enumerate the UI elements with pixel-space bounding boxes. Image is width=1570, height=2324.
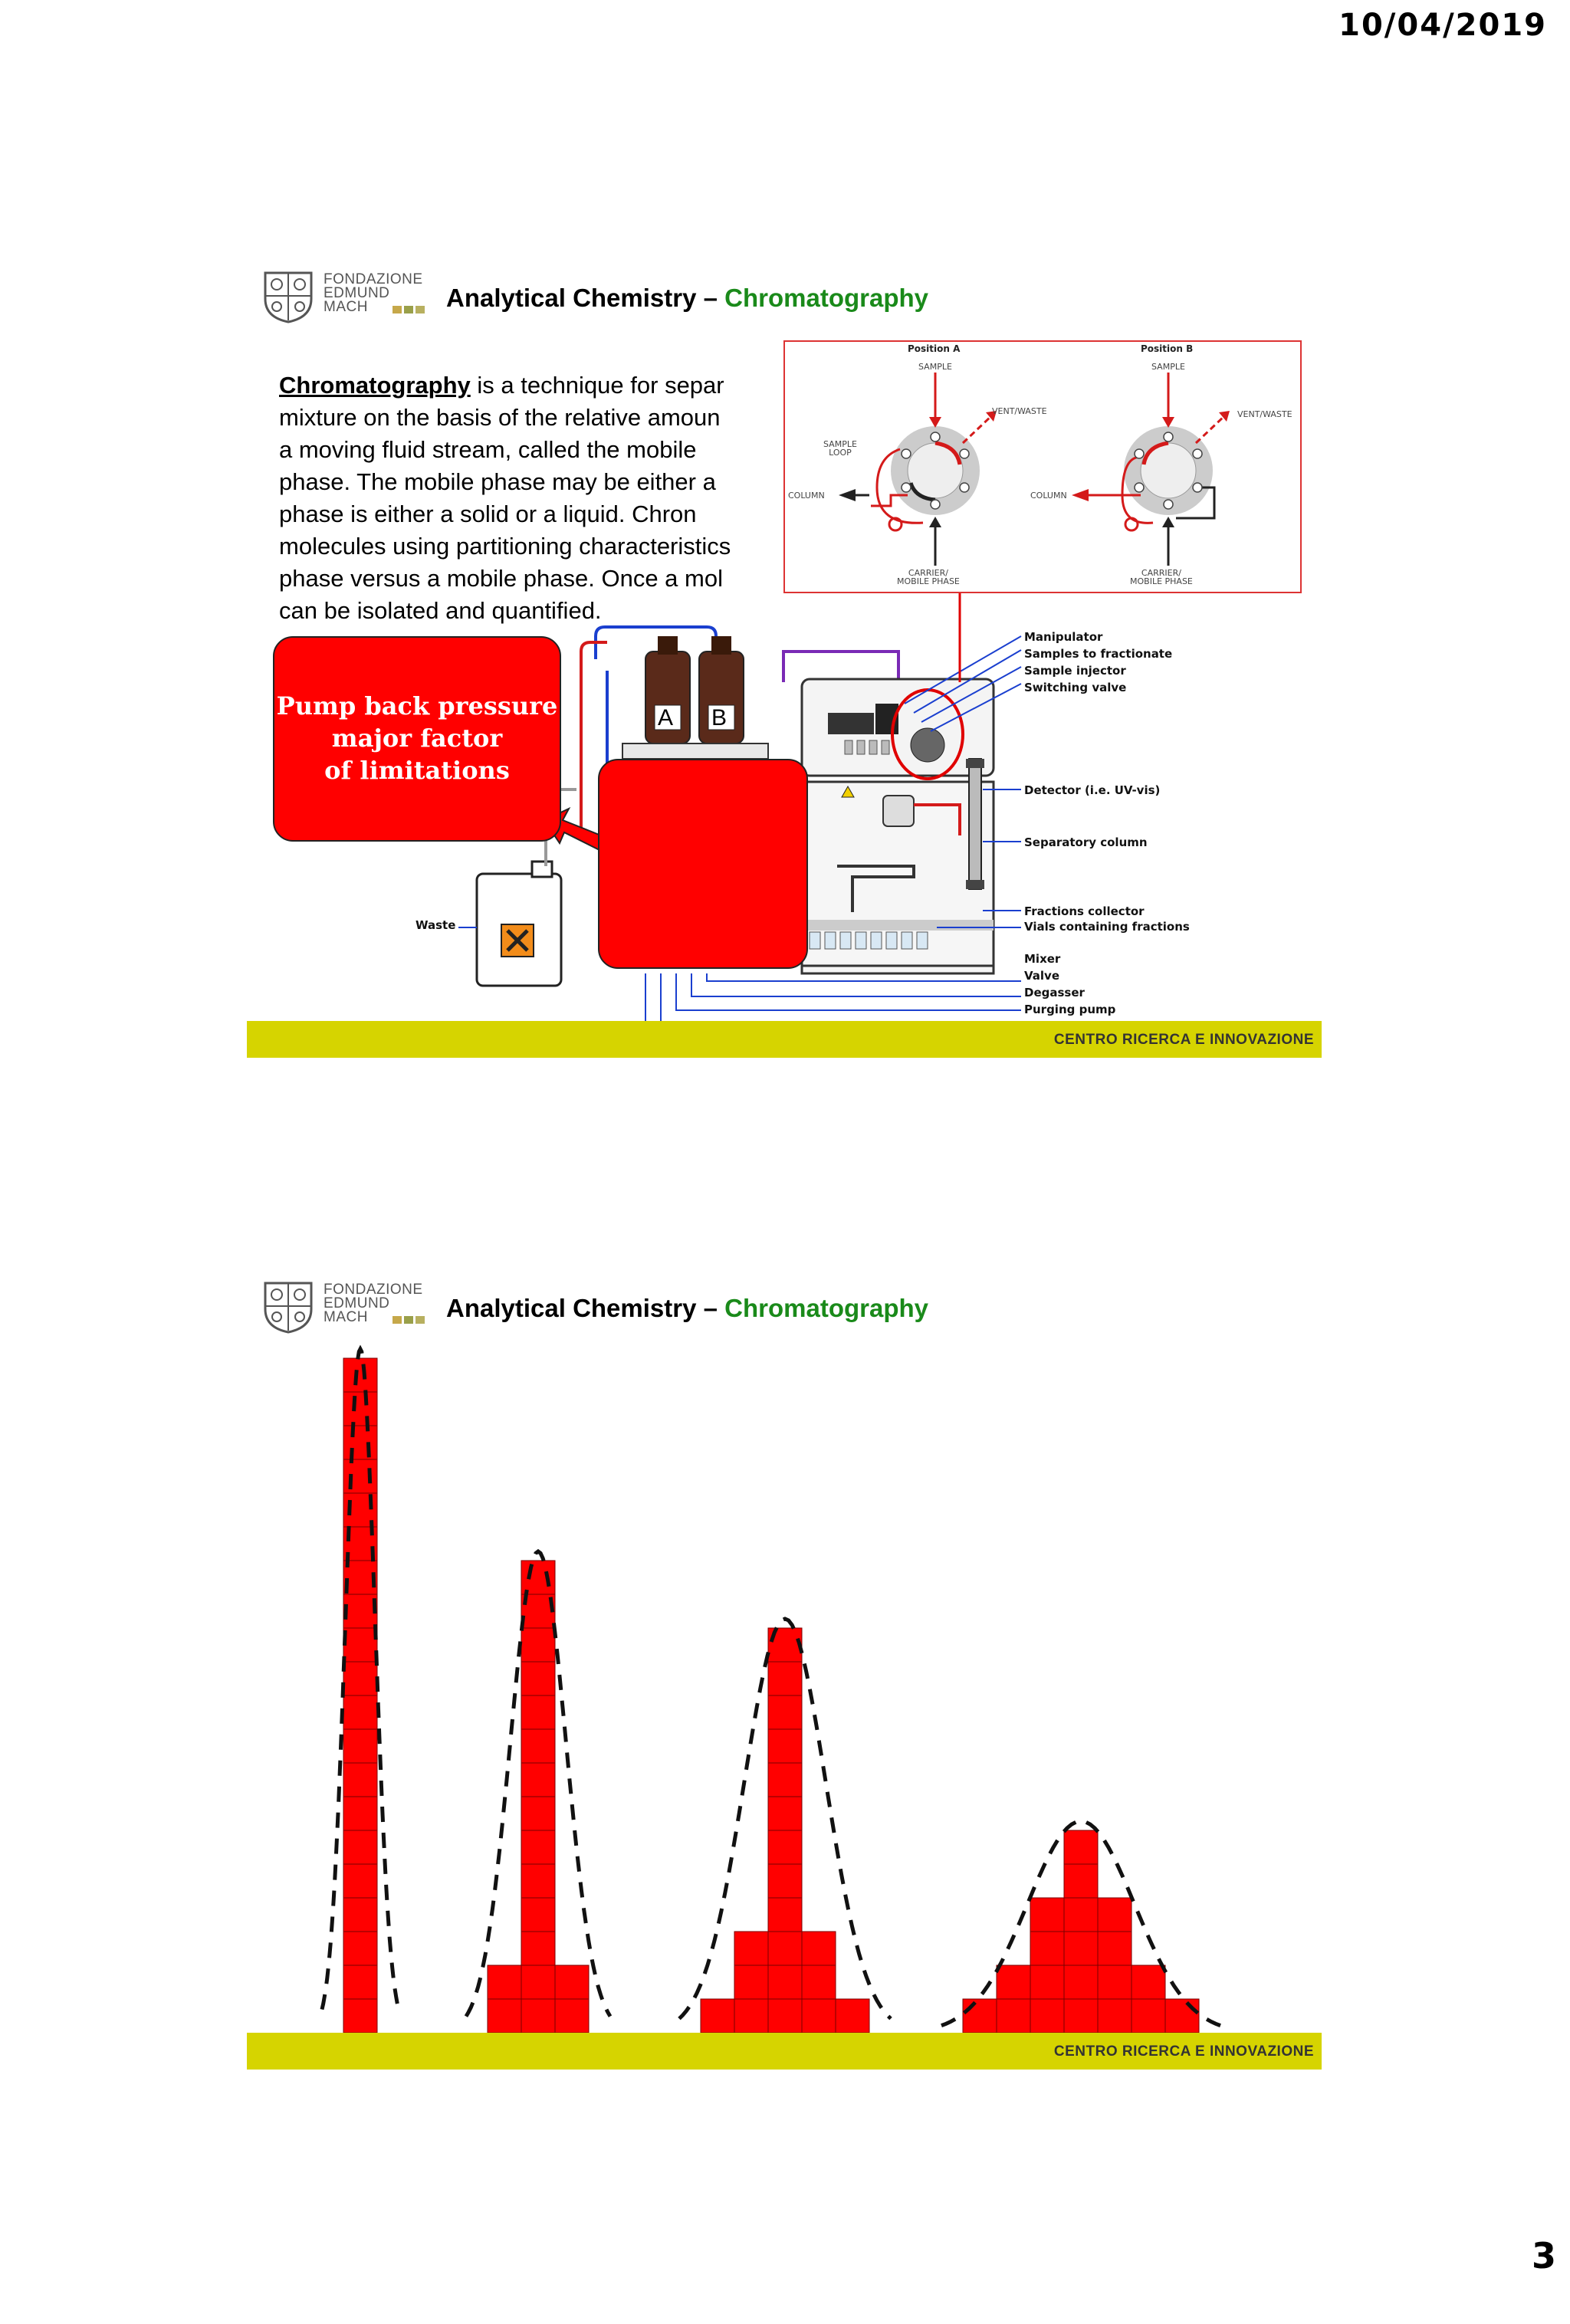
peak-square bbox=[1098, 1932, 1132, 1965]
carrier-line: CARRIER/ bbox=[908, 568, 948, 578]
peak-square bbox=[555, 1999, 589, 2033]
peak-square bbox=[343, 1594, 377, 1628]
label-sample-injector: Sample injector bbox=[1024, 664, 1126, 678]
peak-square bbox=[1098, 1965, 1132, 1999]
body-line: molecules using partitioning characteristics bbox=[279, 533, 731, 560]
peak-square bbox=[521, 1932, 555, 1965]
peak-square bbox=[488, 1999, 521, 2033]
peak-square bbox=[343, 1695, 377, 1729]
page-number: 3 bbox=[1531, 2235, 1556, 2276]
valve-positions-panel bbox=[783, 340, 1302, 593]
peak-square bbox=[802, 1965, 836, 1999]
sample-label-a: SAMPLE bbox=[918, 362, 952, 372]
logo-line-1: FONDAZIONE bbox=[324, 1282, 423, 1298]
page-date: 10/04/2019 bbox=[1338, 8, 1547, 43]
body-line: a moving fluid stream, called the mobile bbox=[279, 436, 697, 463]
sample-loop-label bbox=[823, 440, 857, 457]
peak-square bbox=[1165, 1999, 1199, 2033]
carrier-line: MOBILE PHASE bbox=[897, 576, 960, 586]
peak-square bbox=[768, 1830, 802, 1864]
peak-square bbox=[836, 1999, 869, 2033]
title-main: Analytical Chemistry – bbox=[446, 284, 725, 312]
peak-square bbox=[1030, 1932, 1064, 1965]
carrier-label-a bbox=[897, 569, 960, 586]
peak-square bbox=[343, 1392, 377, 1426]
peak-square bbox=[343, 1830, 377, 1864]
callout-line: Pump back pressure bbox=[276, 691, 558, 721]
peak-square bbox=[997, 1965, 1030, 1999]
label-valve: Valve bbox=[1024, 969, 1060, 983]
logo-line-3: MACH bbox=[324, 299, 368, 315]
slide-hplc bbox=[247, 253, 1322, 1065]
peak-square bbox=[343, 1358, 377, 1392]
peak-square bbox=[1132, 1965, 1165, 1999]
peak-square bbox=[1098, 1999, 1132, 2033]
peak-square bbox=[343, 1932, 377, 1965]
carrier-line: MOBILE PHASE bbox=[1130, 576, 1193, 586]
peak-square bbox=[521, 1729, 555, 1763]
footer-bar bbox=[247, 1021, 1322, 1058]
peak-square bbox=[343, 1864, 377, 1898]
vent-waste-label-a: VENT/WASTE bbox=[992, 406, 1047, 416]
peak-square bbox=[343, 1426, 377, 1459]
label-purging-pump: Purging pump bbox=[1024, 1003, 1116, 1016]
footer-text: CENTRO RICERCA E INNOVAZIONE bbox=[1053, 1032, 1314, 1048]
logo-line-2: EDMUND bbox=[324, 285, 390, 301]
peak-square bbox=[521, 1695, 555, 1729]
peak-square bbox=[343, 1898, 377, 1932]
body-line: mixture on the basis of the relative amoun bbox=[279, 404, 721, 431]
peak-square bbox=[734, 1932, 768, 1965]
title-main: Analytical Chemistry – bbox=[446, 1294, 725, 1322]
peak-square bbox=[521, 1628, 555, 1662]
logo-line-3: MACH bbox=[324, 1309, 368, 1325]
logo-line-1: FONDAZIONE bbox=[324, 271, 423, 287]
slide-peaks bbox=[247, 1263, 1322, 2076]
position-b-label: Position B bbox=[1141, 343, 1194, 354]
body-line: can be isolated and quantified. bbox=[279, 597, 602, 624]
bottle-b-label: B bbox=[711, 705, 728, 730]
label-vials: Vials containing fractions bbox=[1024, 920, 1190, 934]
peak-square bbox=[343, 1662, 377, 1695]
body-line: phase is either a solid or a liquid. Chron bbox=[279, 501, 697, 527]
peak-square bbox=[802, 1932, 836, 1965]
label-separatory-column: Separatory column bbox=[1024, 835, 1148, 849]
body-line: phase versus a mobile phase. Once a mol bbox=[279, 565, 723, 592]
peak-square bbox=[768, 1932, 802, 1965]
peak-square bbox=[768, 1662, 802, 1695]
peak-square bbox=[1064, 1932, 1098, 1965]
peak-square bbox=[768, 1797, 802, 1830]
label-degasser: Degasser bbox=[1024, 986, 1085, 1000]
position-a-label: Position A bbox=[908, 343, 961, 354]
label-fractions-collector: Fractions collector bbox=[1024, 904, 1145, 918]
peak-square bbox=[521, 1999, 555, 2033]
peak-square bbox=[343, 1628, 377, 1662]
peak-square bbox=[343, 1797, 377, 1830]
peak-square bbox=[802, 1999, 836, 2033]
label-switching-valve: Switching valve bbox=[1024, 681, 1127, 694]
red-cover-box bbox=[598, 759, 808, 969]
title-accent: Chromatography bbox=[724, 1294, 929, 1322]
callout-line: major factor bbox=[331, 724, 503, 753]
peak-broadening-diagram bbox=[247, 1263, 1322, 2076]
peak-square bbox=[768, 1898, 802, 1932]
peak-square bbox=[1064, 1830, 1098, 1864]
sample-label-b: SAMPLE bbox=[1151, 362, 1185, 372]
peak-square bbox=[521, 1864, 555, 1898]
sample-loop-line: LOOP bbox=[829, 448, 852, 458]
peak-square bbox=[521, 1965, 555, 1999]
term-chromatography: Chromatography bbox=[279, 372, 471, 399]
body-line: phase. The mobile phase may be either a bbox=[279, 468, 716, 495]
label-samples-to-fractionate: Samples to fractionate bbox=[1024, 647, 1173, 661]
peak-square bbox=[768, 1965, 802, 1999]
peak-square bbox=[768, 1695, 802, 1729]
carrier-label-b bbox=[1130, 569, 1193, 586]
peak-square bbox=[343, 1965, 377, 1999]
peak-square bbox=[768, 1763, 802, 1797]
bottle-a-label: A bbox=[658, 705, 674, 730]
label-mixer: Mixer bbox=[1024, 952, 1061, 966]
peak-square bbox=[768, 1999, 802, 2033]
peak-square bbox=[734, 1965, 768, 1999]
peak-square bbox=[1064, 1898, 1098, 1932]
sample-loop-line: SAMPLE bbox=[823, 439, 857, 449]
waste-container-icon bbox=[477, 862, 561, 986]
peak-square bbox=[555, 1965, 589, 1999]
peak-square bbox=[521, 1898, 555, 1932]
callout-pump-pressure bbox=[273, 636, 561, 842]
peak-square bbox=[1064, 1999, 1098, 2033]
peak-square bbox=[1132, 1999, 1165, 2033]
peak-square bbox=[343, 1999, 377, 2033]
peak-square bbox=[1098, 1898, 1132, 1932]
peak-square bbox=[521, 1830, 555, 1864]
peak-square bbox=[488, 1965, 521, 1999]
peak-square bbox=[1064, 1864, 1098, 1898]
column-label-a: COLUMN bbox=[788, 491, 825, 501]
peak-square bbox=[1030, 1999, 1064, 2033]
peak-square bbox=[997, 1999, 1030, 2033]
peak-square bbox=[521, 1797, 555, 1830]
peak-square bbox=[343, 1763, 377, 1797]
carrier-line: CARRIER/ bbox=[1141, 568, 1181, 578]
column-label-b: COLUMN bbox=[1030, 491, 1067, 501]
callout-line: of limitations bbox=[324, 756, 510, 785]
body-line: is a technique for separ bbox=[470, 372, 724, 399]
peak-square bbox=[343, 1729, 377, 1763]
title-accent: Chromatography bbox=[724, 284, 929, 312]
label-manipulator: Manipulator bbox=[1024, 630, 1103, 644]
peak-square bbox=[1064, 1965, 1098, 1999]
logo-line-2: EDMUND bbox=[324, 1295, 390, 1311]
label-waste: Waste bbox=[415, 918, 456, 932]
peak-square bbox=[1030, 1965, 1064, 1999]
peak-square bbox=[521, 1662, 555, 1695]
vent-waste-label-b: VENT/WASTE bbox=[1237, 409, 1292, 419]
peak-square bbox=[768, 1864, 802, 1898]
peak-square bbox=[734, 1999, 768, 2033]
valve-diagram bbox=[785, 342, 1300, 592]
peak-square bbox=[768, 1729, 802, 1763]
peak-square bbox=[701, 1999, 734, 2033]
peak-square bbox=[1030, 1898, 1064, 1932]
footer-bar bbox=[247, 2033, 1322, 2070]
peak-square bbox=[521, 1561, 555, 1594]
peak-square bbox=[521, 1763, 555, 1797]
peak-square bbox=[963, 1999, 997, 2033]
footer-text: CENTRO RICERCA E INNOVAZIONE bbox=[1053, 2043, 1314, 2060]
label-detector: Detector (i.e. UV-vis) bbox=[1024, 783, 1161, 797]
